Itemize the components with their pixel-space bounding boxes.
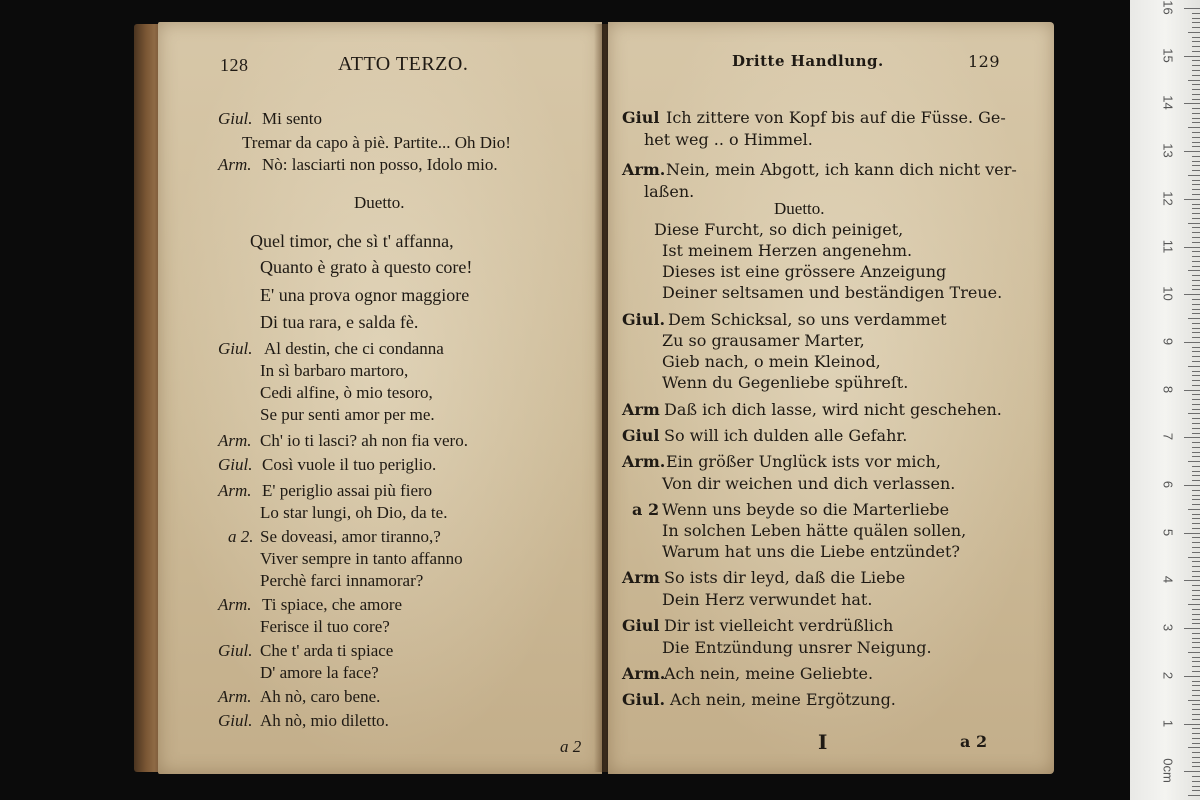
right-page (608, 22, 1054, 774)
ruler-tick (1188, 80, 1200, 81)
verse-line: Ah nò, caro bene. (260, 687, 381, 706)
ruler-tick (1192, 495, 1200, 496)
ruler-number: 1 (1160, 719, 1176, 727)
ruler-tick (1192, 394, 1200, 395)
ruler-tick (1192, 385, 1200, 386)
ruler-tick (1192, 232, 1200, 233)
ruler-tick (1192, 356, 1200, 357)
ruler-tick (1192, 261, 1200, 262)
verse-line: Wenn uns beyde so die Marterliebe (662, 500, 950, 519)
verse-line: Dein Herz verwundet hat. (662, 590, 873, 609)
speaker-label: Giul. (218, 711, 253, 730)
ruler-tick (1192, 475, 1200, 476)
verse-line: Al destin, che ci condanna (264, 339, 444, 358)
ruler-number: 2 (1160, 671, 1176, 679)
ruler-tick (1192, 266, 1200, 267)
ruler-tick (1192, 60, 1200, 61)
ruler-tick (1192, 375, 1200, 376)
verse-line: Se doveasi, amor tiranno,? (260, 527, 441, 546)
ruler-tick (1192, 757, 1200, 758)
ruler-tick (1184, 390, 1200, 391)
ruler-tick (1192, 118, 1200, 119)
ruler-tick (1192, 237, 1200, 238)
ruler-tick (1192, 743, 1200, 744)
speaker-label: Giul (622, 108, 660, 127)
ruler-tick (1192, 75, 1200, 76)
ruler-tick (1192, 170, 1200, 171)
speaker-label: Giul (622, 616, 660, 635)
ruler-tick (1184, 437, 1200, 438)
speaker-label: a 2. (228, 527, 254, 546)
ruler-tick (1192, 108, 1200, 109)
speaker-label: Arm. (218, 595, 252, 614)
ruler-tick (1192, 347, 1200, 348)
ruler-tick (1192, 285, 1200, 286)
ruler-tick (1192, 380, 1200, 381)
ruler-tick (1192, 738, 1200, 739)
ruler-tick (1192, 146, 1200, 147)
ruler-tick (1192, 428, 1200, 429)
verse-line: Ich zittere von Kopf bis auf die Füsse. Ge- (666, 108, 1006, 127)
verse-line: Diese Furcht, so dich peiniget, (654, 220, 904, 239)
ruler-tick (1184, 628, 1200, 629)
ruler-tick (1188, 366, 1200, 367)
verse-line: Warum hat uns die Liebe entzündet? (662, 542, 960, 561)
speaker-label: Giul. (218, 641, 253, 660)
ruler-tick (1192, 332, 1200, 333)
speaker-label: Arm. (218, 155, 252, 174)
ruler-tick (1192, 504, 1200, 505)
ruler-tick (1188, 127, 1200, 128)
ruler-tick (1192, 571, 1200, 572)
ruler-tick (1192, 165, 1200, 166)
ruler-number: 16 (1160, 0, 1176, 15)
ruler-tick (1192, 709, 1200, 710)
ruler-tick (1192, 113, 1200, 114)
verse-line: Nein, mein Abgott, ich kann dich nicht ver- (666, 160, 1017, 179)
ruler-tick (1192, 447, 1200, 448)
ruler-tick (1192, 309, 1200, 310)
ruler-tick (1192, 590, 1200, 591)
ruler-tick (1192, 289, 1200, 290)
ruler-tick (1192, 242, 1200, 243)
left-page (158, 22, 602, 774)
ruler-tick (1192, 685, 1200, 686)
verse-line: D' amore la face? (260, 663, 379, 682)
speaker-label: Arm. (622, 664, 666, 683)
ruler-tick (1188, 652, 1200, 653)
ruler-tick (1192, 204, 1200, 205)
ruler-tick (1192, 466, 1200, 467)
ruler-tick (1192, 161, 1200, 162)
ruler-tick (1192, 523, 1200, 524)
ruler-tick (1192, 122, 1200, 123)
ruler-tick (1188, 604, 1200, 605)
verse-line: Ferisce il tuo core? (260, 617, 390, 636)
speaker-label: Arm. (622, 160, 666, 179)
verse-line: Dem Schicksal, so uns verdammet (668, 310, 947, 329)
catchword: a 2 (960, 732, 988, 751)
ruler-tick (1192, 595, 1200, 596)
ruler-tick (1192, 671, 1200, 672)
ruler-tick (1184, 8, 1200, 9)
verse-line: Wenn du Gegenliebe spühreſt. (662, 373, 909, 392)
ruler-tick (1192, 728, 1200, 729)
ruler-number: 4 (1160, 576, 1176, 584)
ruler-tick (1192, 13, 1200, 14)
ruler-tick (1192, 41, 1200, 42)
ruler-tick (1192, 695, 1200, 696)
verse-line: Ein größer Unglück ists vor mich, (666, 452, 941, 471)
ruler-tick (1192, 614, 1200, 615)
verse-line: Lo star lungi, oh Dio, da te. (260, 503, 448, 522)
verse-line: Nò: lasciarti non posso, Idolo mio. (262, 155, 498, 174)
ruler-tick (1192, 561, 1200, 562)
speaker-label: Arm. (218, 481, 252, 500)
ruler-tick (1192, 94, 1200, 95)
ruler-number: 11 (1160, 239, 1176, 253)
ruler-tick (1192, 647, 1200, 648)
verse-line: So will ich dulden alle Gefahr. (664, 426, 908, 445)
ruler-tick (1192, 599, 1200, 600)
verse-line: Ti spiace, che amore (262, 595, 403, 614)
ruler-number: 0cm (1160, 758, 1176, 783)
ruler-tick (1192, 585, 1200, 586)
ruler-tick (1192, 657, 1200, 658)
verse-line: Ch' io ti lasci? ah non fia vero. (260, 431, 468, 450)
verse-line: Ach nein, meine Geliebte. (664, 664, 874, 683)
page-number: 129 (968, 52, 1001, 71)
ruler-tick (1192, 328, 1200, 329)
ruler-tick (1192, 776, 1200, 777)
catchword: a 2 (560, 737, 582, 756)
ruler-tick (1192, 208, 1200, 209)
ruler-tick (1192, 518, 1200, 519)
ruler-tick (1184, 676, 1200, 677)
ruler-tick (1192, 313, 1200, 314)
ruler-tick (1192, 433, 1200, 434)
speaker-label: Arm. (218, 431, 252, 450)
ruler-tick (1192, 537, 1200, 538)
ruler-number: 3 (1160, 623, 1176, 632)
ruler-tick (1192, 514, 1200, 515)
speaker-label: Arm (622, 400, 660, 419)
verse-line: In sì barbaro martoro, (260, 361, 409, 380)
ruler-tick (1188, 700, 1200, 701)
verse-line: Ist meinem Herzen angenehm. (662, 241, 913, 260)
ruler-tick (1192, 18, 1200, 19)
speaker-label: Giul. (622, 690, 666, 709)
ruler-number: 14 (1160, 95, 1176, 111)
ruler-tick (1192, 666, 1200, 667)
signature-mark: I (818, 730, 828, 754)
ruler-tick (1192, 304, 1200, 305)
ruler-tick (1192, 22, 1200, 23)
ruler-tick (1192, 70, 1200, 71)
ruler-tick (1192, 790, 1200, 791)
ruler-tick (1192, 456, 1200, 457)
ruler-tick (1192, 714, 1200, 715)
ruler-tick (1192, 404, 1200, 405)
ruler-tick (1184, 151, 1200, 152)
ruler-number: 5 (1160, 528, 1176, 536)
ruler-tick (1188, 175, 1200, 176)
ruler-tick (1192, 423, 1200, 424)
running-header: ATTO TERZO. (338, 53, 469, 75)
verse-line: Gieb nach, o mein Kleinod, (662, 352, 881, 371)
ruler-tick (1192, 552, 1200, 553)
verse-line: Ah nò, mio diletto. (260, 711, 389, 730)
verse-line: Mi sento (262, 109, 322, 128)
verse-line: Deiner seltsamen und beständigen Treue. (662, 283, 1003, 302)
ruler-tick (1192, 528, 1200, 529)
open-book (128, 18, 1062, 778)
verse-line: Die Entzündung unsrer Neigung. (662, 638, 932, 657)
ruler-tick (1192, 547, 1200, 548)
ruler-tick (1192, 51, 1200, 52)
ruler-tick (1192, 351, 1200, 352)
ruler-tick (1192, 786, 1200, 787)
ruler-tick (1192, 566, 1200, 567)
ruler-tick (1192, 766, 1200, 767)
ruler-tick (1192, 681, 1200, 682)
measuring-ruler (1130, 0, 1200, 800)
ruler-tick (1192, 84, 1200, 85)
ruler-tick (1184, 199, 1200, 200)
ruler-tick (1192, 275, 1200, 276)
verse-line: Di tua rara, e salda fè. (260, 312, 419, 332)
ruler-tick (1192, 280, 1200, 281)
ruler-tick (1184, 247, 1200, 248)
speaker-label: Giul (622, 426, 660, 445)
ruler-number: 9 (1160, 337, 1176, 345)
verse-line: So ists dir leyd, daß die Liebe (664, 568, 906, 587)
ruler-tick (1184, 771, 1200, 772)
ruler-tick (1192, 337, 1200, 338)
verse-line: Cedi alfine, ò mio tesoro, (260, 383, 433, 402)
ruler-tick (1192, 661, 1200, 662)
ruler-tick (1192, 409, 1200, 410)
ruler-tick (1192, 184, 1200, 185)
ruler-tick (1192, 752, 1200, 753)
page-number: 128 (220, 55, 249, 75)
ruler-tick (1192, 189, 1200, 190)
ruler-tick (1192, 781, 1200, 782)
verse-line: Quel timor, che sì t' affanna, (250, 231, 454, 251)
verse-line: Von dir weichen und dich verlassen. (662, 474, 956, 493)
verse-line: Se pur senti amor per me. (260, 405, 435, 424)
verse-line: Tremar da capo à piè. Partite... Oh Dio! (242, 133, 511, 152)
ruler-tick (1192, 490, 1200, 491)
ruler-tick (1188, 32, 1200, 33)
ruler-tick (1192, 642, 1200, 643)
ruler-tick (1184, 294, 1200, 295)
speaker-label: Giul. (218, 339, 253, 358)
ruler-number: 15 (1160, 47, 1176, 63)
ruler-tick (1192, 442, 1200, 443)
ruler-tick (1192, 471, 1200, 472)
ruler-number: 13 (1160, 143, 1176, 158)
ruler-tick (1192, 89, 1200, 90)
ruler-tick (1192, 623, 1200, 624)
ruler-number: 10 (1160, 286, 1176, 301)
ruler-tick (1192, 361, 1200, 362)
section-heading: Duetto. (354, 193, 405, 212)
running-header: Dritte Handlung. (732, 52, 884, 70)
verse-line: Ach nein, meine Ergötzung. (670, 690, 896, 709)
verse-line: E' una prova ognor maggiore (260, 285, 470, 305)
ruler-tick (1192, 99, 1200, 100)
ruler-tick (1192, 452, 1200, 453)
ruler-tick (1188, 557, 1200, 558)
verse-line: Che t' arda ti spiace (260, 641, 394, 660)
ruler-tick (1192, 227, 1200, 228)
ruler-tick (1188, 318, 1200, 319)
ruler-tick (1192, 576, 1200, 577)
speaker-label: a 2 (632, 500, 660, 519)
section-heading: Duetto. (774, 199, 825, 218)
ruler-tick (1192, 542, 1200, 543)
ruler-tick (1192, 251, 1200, 252)
ruler-tick (1192, 156, 1200, 157)
ruler-tick (1192, 633, 1200, 634)
verse-line: Dieses ist eine grössere Anzeigung (662, 262, 947, 281)
ruler-tick (1192, 256, 1200, 257)
ruler-number: 6 (1160, 480, 1176, 489)
ruler-number: 7 (1160, 433, 1176, 441)
ruler-tick (1188, 509, 1200, 510)
ruler-tick (1192, 299, 1200, 300)
ruler-tick (1188, 461, 1200, 462)
ruler-tick (1188, 795, 1200, 796)
ruler-tick (1184, 485, 1200, 486)
ruler-tick (1192, 418, 1200, 419)
ruler-tick (1192, 65, 1200, 66)
ruler-tick (1192, 323, 1200, 324)
ruler-tick (1192, 218, 1200, 219)
verse-line: In solchen Leben hätte quälen sollen, (662, 521, 967, 540)
speaker-label: Arm. (622, 452, 666, 471)
speaker-label: Giul. (622, 310, 666, 329)
ruler-tick (1192, 704, 1200, 705)
ruler-tick (1188, 223, 1200, 224)
ruler-tick (1184, 580, 1200, 581)
ruler-tick (1184, 533, 1200, 534)
ruler-tick (1192, 638, 1200, 639)
ruler-tick (1192, 132, 1200, 133)
ruler-tick (1192, 27, 1200, 28)
ruler-number: 8 (1160, 385, 1176, 393)
ruler-tick (1188, 270, 1200, 271)
verse-line: Dir ist vielleicht verdrüßlich (664, 616, 894, 635)
ruler-tick (1192, 762, 1200, 763)
ruler-tick (1184, 724, 1200, 725)
speaker-label: Giul. (218, 109, 253, 128)
ruler-tick (1188, 413, 1200, 414)
verse-line: E' periglio assai più fiero (262, 481, 433, 500)
ruler-tick (1184, 103, 1200, 104)
ruler-number: 12 (1160, 191, 1176, 206)
ruler-tick (1184, 56, 1200, 57)
ruler-tick (1192, 37, 1200, 38)
ruler-tick (1192, 180, 1200, 181)
ruler-tick (1192, 619, 1200, 620)
ruler-tick (1192, 142, 1200, 143)
ruler-tick (1192, 609, 1200, 610)
ruler-tick (1192, 371, 1200, 372)
ruler-tick (1192, 719, 1200, 720)
speaker-label: Giul. (218, 455, 253, 474)
verse-line: Daß ich dich lasse, wird nicht geschehen. (664, 400, 1002, 419)
ruler-tick (1192, 213, 1200, 214)
speaker-label: Arm (622, 568, 660, 587)
ruler-tick (1192, 46, 1200, 47)
ruler-tick (1192, 399, 1200, 400)
verse-line: het weg .. o Himmel. (644, 130, 813, 149)
ruler-tick (1184, 342, 1200, 343)
ruler-tick (1192, 137, 1200, 138)
ruler-tick (1192, 194, 1200, 195)
ruler-tick (1188, 747, 1200, 748)
ruler-tick (1192, 733, 1200, 734)
verse-line: Viver sempre in tanto affanno (260, 549, 463, 568)
ruler-tick (1192, 499, 1200, 500)
verse-line: Quanto è grato à questo core! (260, 257, 473, 277)
ruler-tick (1192, 690, 1200, 691)
speaker-label: Arm. (218, 687, 252, 706)
verse-line: Così vuole il tuo periglio. (262, 455, 437, 474)
verse-line: Zu so grausamer Marter, (662, 331, 865, 350)
verse-line: Perchè farci innamorar? (260, 571, 424, 590)
verse-line: laßen. (644, 182, 695, 201)
ruler-tick (1192, 480, 1200, 481)
